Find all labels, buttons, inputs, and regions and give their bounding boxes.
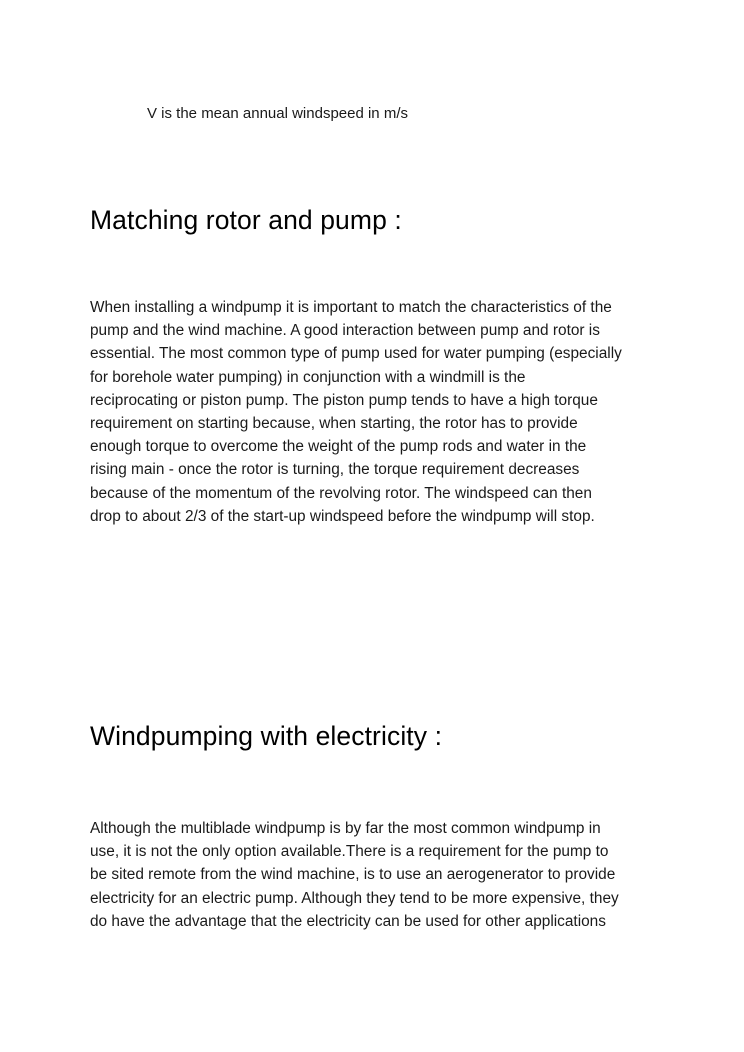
paragraph-matching-rotor-and-pump <box>90 296 665 528</box>
paragraph-line: electricity for an electric pump. Although they tend to be more expensive, they <box>90 889 619 907</box>
paragraph-line: reciprocating or piston pump. The piston pump tends to have a high torque <box>90 391 598 409</box>
lead-line-text: V is the mean annual windspeed in m/s <box>147 105 408 122</box>
paragraph-line: use, it is not the only option available.There is a requirement for the pump to <box>90 843 609 861</box>
paragraph-line: essential. The most common type of pump used for water pumping (especially <box>90 345 622 363</box>
paragraph-line: pump and the wind machine. A good interaction between pump and rotor is <box>90 322 600 340</box>
heading-windpumping-with-electricity: Windpumping with electricity : <box>90 721 443 751</box>
paragraph-line: rising main - once the rotor is turning, the torque requirement decreases <box>90 461 580 479</box>
paragraph-line: drop to about 2/3 of the start-up windspeed before the windpump will stop. <box>90 507 595 525</box>
paragraph-line: When installing a windpump it is important to match the characteristics of the <box>90 299 612 316</box>
paragraph-line: do have the advantage that the electricity can be used for other applications <box>90 912 606 930</box>
heading-matching-rotor-and-pump: Matching rotor and pump : <box>90 205 402 235</box>
paragraph-windpumping-with-electricity <box>90 817 665 933</box>
paragraph-line: enough torque to overcome the weight of the pump rods and water in the <box>90 438 587 456</box>
paragraph-line: Although the multiblade windpump is by far the most common windpump in <box>90 820 601 837</box>
paragraph-line: be sited remote from the wind machine, is to use an aerogenerator to provide <box>90 866 616 884</box>
paragraph-line: because of the momentum of the revolving rotor. The windspeed can then <box>90 484 592 502</box>
paragraph-line: for borehole water pumping) in conjunction with a windmill is the <box>90 368 526 386</box>
paragraph-line: requirement on starting because, when starting, the rotor has to provide <box>90 415 578 433</box>
